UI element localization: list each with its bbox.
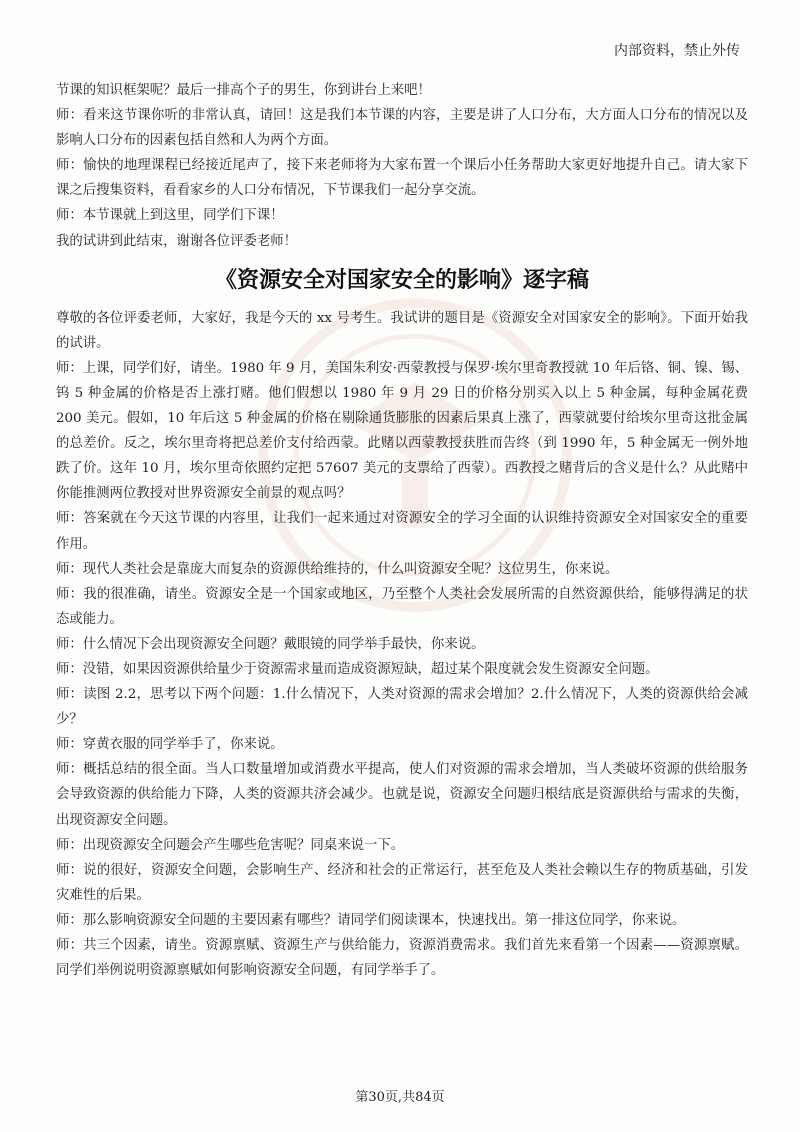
paragraph: 我的试讲到此结束，谢谢各位评委老师！ [56,233,298,249]
paragraph: 节课的知识框架呢？最后一排高个子的男生，你到讲台上来吧！ [56,83,431,98]
confidential-notice: 内部资料，禁止外传 [614,43,740,59]
paragraph: 师：概括总结的很全面。当人口数量增加或消费水平提高，使人们对资源的需求会增加，当人类破坏资源的供给服务会导致资源的供给能力下降，人类的资源共济会减少。也就是说，资源安全问题归根结底是资源供给与需求的失衡，出现资源安全问题。 [56,762,748,828]
paragraph: 师：现代人类社会是靠庞大而复杂的资源供给维持的，什么叫资源安全呢？这位男生，你来说。 [56,561,619,577]
document-body [56,78,748,983]
paragraph: 师：说的很好，资源安全问题，会影响生产、经济和社会的正常运行，甚至危及人类社会赖以生存的物质基础，引发灾难性的后果。 [56,862,748,903]
paragraphs-before [56,78,748,254]
paragraph: 师：读图 2.2，思考以下两个问题：1.什么情况下，人类对资源的需求会增加？2.什么情况下，人类的资源供给会减少？ [56,687,748,728]
paragraph: 师：出现资源安全问题会产生哪些危害呢？同桌来说一下。 [56,837,405,853]
paragraph: 师：我的很准确，请坐。资源安全是一个国家或地区，乃至整个人类社会发展所需的自然资源供给，能够得满足的状态或能力。 [56,586,748,627]
paragraph: 师：那么影响资源安全问题的主要因素有哪些？请同学们阅读课本，快速找出。第一排这位同学，你来说。 [56,912,686,928]
paragraph: 师：没错，如果因资源供给量少于资源需求量而造成资源短缺，超过某个限度就会发生资源安全问题。 [56,661,659,677]
paragraph: 师：愉快的地理课程已经接近尾声了，接下来老师将为大家布置一个课后小任务帮助大家更好地提升自己。请大家下课之后搜集资料，看看家乡的人口分布情况，下节课我们一起分享交流。 [56,158,748,199]
paragraph: 师：穿黄衣服的同学举手了，你来说。 [56,737,284,753]
paragraph: 师：上课，同学们好，请坐。1980 年 9 月，美国朱利安·西蒙教授与保罗·埃尔里奇教授就 10 年后铬、铜、镍、锡、钨 5 种金属的价格是否上涨打赌。他们假想以 1980 年 9 月 29 日的价格分别买入以上 5 种金属，每种金属花费 200 美元。假如，10 年后这 5 种金属的价格在剔除通货膨胀的因素后果真上涨了，西蒙就要付给埃尔里奇这批金属的总差价。反之，埃尔里奇将把总差价支付给西蒙。此赌以西蒙教授获胜而告终（到 1990 年，5 种金属无一例外地跌了价。这年 10 月，埃尔里奇依照约定把 57607 美元的支票给了西蒙）。西教授之赌背后的含义是什么？从此赌中你能推测两位教授对世界资源安全前景的观点吗？ [56,360,749,502]
paragraphs-after [56,306,748,984]
page-number: 第30页,共84页 [355,1090,445,1105]
paragraph: 师：共三个因素，请坐。资源禀赋、资源生产与供给能力，资源消费需求。我们首先来看第一个因素——资源禀赋。同学们举例说明资源禀赋如何影响资源安全问题，有同学举手了。 [56,938,748,979]
section-title: 《资源安全对国家安全的影响》逐字稿 [214,267,589,293]
paragraph: 师：答案就在今天这节课的内容里，让我们一起来通过对资源安全的学习全面的认识维持资源安全对国家安全的重要作用。 [56,511,748,552]
paragraph: 师：什么情况下会出现资源安全问题？戴眼镜的同学举手最快，你来说。 [56,636,485,652]
paragraph: 尊敬的各位评委老师，大家好，我是今天的 xx 号考生。我试讲的题目是《资源安全对国家安全的影响》。下面开始我的试讲。 [56,310,748,351]
paragraph: 师：看来这节课你听的非常认真，请回！这是我们本节课的内容，主要是讲了人口分布，大方面人口分布的情况以及影响人口分布的因素包括自然和人为两个方面。 [56,108,748,149]
paragraph: 师：本节课就上到这里，同学们下课！ [56,208,284,224]
